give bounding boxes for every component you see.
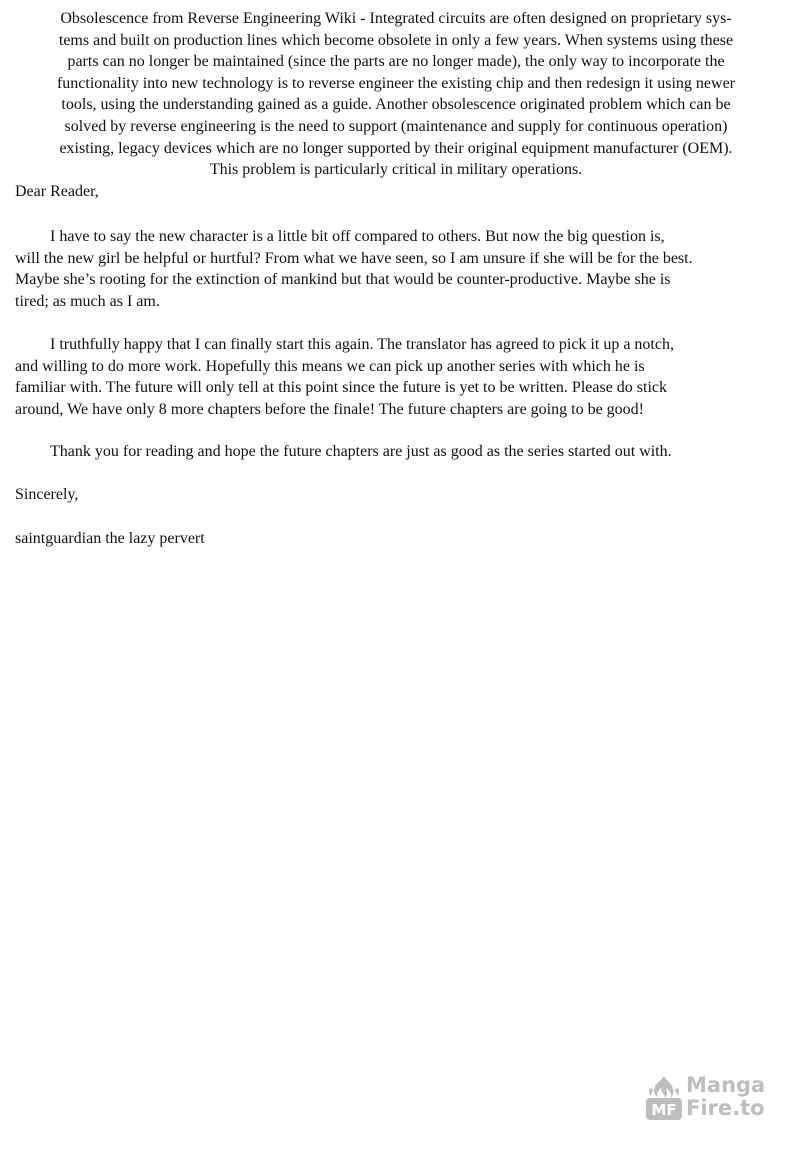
paragraph-line: familiar with. The future will only tell at this point since the future is yet to be written. Please do stick — [15, 379, 668, 397]
letter-paragraph-3 — [15, 441, 785, 463]
svg-text:MF: MF — [651, 1101, 677, 1119]
header-note-line: tems and built on production lines which become obsolete in only a few years. When systems using these — [58, 31, 734, 49]
paragraph-line: I have to say the new character is a little bit off compared to others. But now the big question is, — [50, 228, 665, 245]
header-note-line: functionality into new technology is to reverse engineer the existing chip and then redesign it using newer — [56, 74, 736, 92]
header-note-line: solved by reverse engineering is the need to support (maintenance and supply for continuous operation) — [64, 117, 728, 135]
brand-line-2: Fire.to — [686, 1096, 765, 1120]
paragraph-line: around, We have only 8 more chapters before the finale! The future chapters are going to be good! — [15, 400, 644, 418]
header-note-line: tools, using the understanding gained as a guide. Another obsolescence originated problem which can be — [61, 96, 731, 114]
letter-closing: Sincerely, — [15, 486, 79, 503]
paragraph-line: Thank you for reading and hope the future chapters are just as good as the series started out with. — [50, 443, 672, 460]
letter-paragraph-2 — [15, 334, 785, 420]
header-note — [14, 8, 778, 181]
paragraph-line: I truthfully happy that I can finally start this again. The translator has agreed to pick it up a notch, — [50, 336, 674, 353]
letter-salutation: Dear Reader, — [15, 183, 99, 200]
paragraph-line: and willing to do more work. Hopefully this means we can pick up another series with which he is — [15, 357, 645, 375]
paragraph-line: will the new girl be helpful or hurtful? From what we have seen, so I am unsure if she will be for the best. — [15, 249, 693, 267]
mangafire-brand-text — [686, 1074, 765, 1120]
header-note-line: parts can no longer be maintained (since the parts are no longer made), the only way to incorporate the — [67, 53, 725, 71]
brand-line-1: Manga — [686, 1073, 766, 1097]
letter-signature: saintguardian the lazy pervert — [15, 530, 205, 547]
mangafire-watermark — [642, 1072, 772, 1124]
paragraph-line: Maybe she’s rooting for the extinction of mankind but that would be counter-productive. Maybe she is — [15, 271, 671, 289]
letter-paragraph-1 — [15, 226, 785, 312]
paragraph-line: tired; as much as I am. — [15, 292, 160, 310]
header-note-line: existing, legacy devices which are no longer supported by their original equipment manufacturer (OEM). — [59, 139, 733, 157]
header-note-line: This problem is particularly critical in military operations. — [209, 161, 583, 179]
header-note-line: Obsolescence from Reverse Engineering Wiki - Integrated circuits are often designed on proprietary sys- — [60, 10, 732, 27]
mangafire-logo-icon — [642, 1074, 686, 1122]
